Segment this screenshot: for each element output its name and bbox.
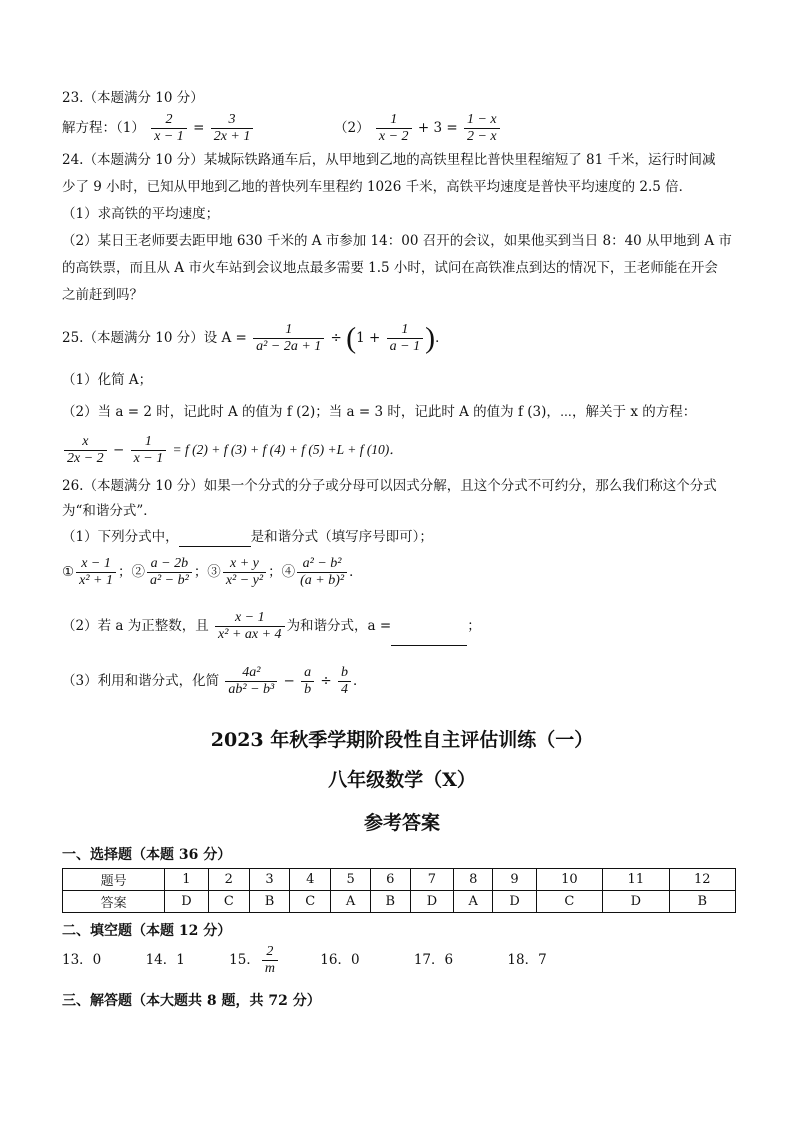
- table-cell: 9: [493, 869, 536, 891]
- q26-part3: （3）利用和谐分式，化简 $\frac{\text{4a²}}{\text{ab² − b³}}$ − $\frac{a}{b}$ ÷ $\frac{b}{4}$ ．: [62, 665, 367, 697]
- answer-table: [62, 868, 736, 913]
- q26-line1: 26.（本题满分 10 分）如果一个分式的分子或分母可以因式分解，且这个分式不可约分，那么我们称这个分式: [62, 478, 717, 494]
- q25-eq-frac1: $\frac{x}{2x - 2}$: [64, 434, 107, 467]
- fill-18: 18．7: [507, 952, 547, 968]
- q26-line2: 为“和谐分式”．: [62, 503, 157, 519]
- q23-frac-b: $\frac{3}{2x + 1}$: [211, 112, 254, 145]
- table-cell: C: [536, 891, 602, 913]
- q26-p1-tail: 是和谐分式（填写序号即可）；: [250, 529, 433, 545]
- q26-p1-lead: （1）下列分式中，: [62, 529, 179, 545]
- q24-line1: 24.（本题满分 10 分）某城际铁路通车后，从甲地到乙地的高铁里程比普快里程缩短了 81 千米，运行时间减: [62, 152, 716, 168]
- q23-part2: （2）: [333, 120, 370, 136]
- fill-13: 13．0: [62, 952, 102, 968]
- q26-opt2: $\frac{a - 2b}{\text{a² − b²}}$: [147, 556, 192, 589]
- table-cell: A: [331, 891, 370, 913]
- q26-opt4: $\frac{\text{a² − b²}}{\text{(a + b)²}}$: [297, 556, 347, 589]
- table-cell: D: [493, 891, 536, 913]
- table-cell: 11: [603, 869, 669, 891]
- q23-frac-a: $\frac{2}{x - 1}$: [151, 112, 187, 145]
- q25-part1: （1）化简 A；: [62, 372, 153, 388]
- fill-15: 15．: [229, 952, 260, 968]
- table-cell: 2: [208, 869, 249, 891]
- q23-header: 23.（本题满分 10 分）: [62, 90, 204, 106]
- q25-frac-main: $\frac{1}{\text{a² − 2a + 1}}$: [253, 322, 324, 355]
- q26-options: ① $\frac{x - 1}{\text{x² + 1}}$ ；② $\frac{a - 2b}{\text{a² − b²}}$ ；③ $\frac{x + y}{\text{x² − y²}}$ ；④ $\frac{\text{a² − b²}}{\text{(a + b)²}}$ ．: [62, 556, 363, 588]
- table-cell: 10: [536, 869, 602, 891]
- q25-part2: （2）当 a = 2 时，记此时 A 的值为 f (2)；当 a = 3 时，记此时 A 的值为 f (3)，⋯，解关于 x 的方程：: [62, 404, 697, 420]
- q24-line5: 的高铁票，而且从 A 市火车站到会议地点最多需要 1.5 小时，试问在高铁准点到达的情况下，王老师能在开会: [62, 260, 718, 276]
- fill-answers: [62, 942, 547, 978]
- table-cell: 5: [331, 869, 370, 891]
- fill-15-frac: $\frac{2}{m}$: [262, 944, 278, 977]
- q23-lead: 解方程：（1）: [62, 120, 145, 136]
- table-cell: 6: [370, 869, 410, 891]
- table-cell: A: [454, 891, 493, 913]
- fill-17: 17．6: [413, 952, 454, 968]
- q26-p2-lead: （2）若 a 为正整数，且: [62, 618, 209, 634]
- q26-p2-frac: $\frac{x - 1}{\text{x² + ax + 4}}$: [215, 610, 285, 643]
- q24-line6: 之前赶到吗？: [62, 287, 143, 303]
- table-cell: D: [165, 891, 208, 913]
- table-cell: B: [370, 891, 410, 913]
- answer-ref: 参考答案: [363, 812, 440, 834]
- fill-16: 16．0: [320, 952, 360, 968]
- q25-eq-frac2: $\frac{1}{x - 1}$: [131, 434, 167, 467]
- table-cell: B: [250, 891, 290, 913]
- q26-opt3: $\frac{x + y}{\text{x² − y²}}$: [223, 556, 266, 589]
- q25-frac-inner: $\frac{1}{a - 1}$: [387, 322, 423, 355]
- q26-opt1: $\frac{x - 1}{\text{x² + 1}}$: [76, 556, 116, 589]
- q23-frac-d: $\frac{1 - x}{2 - x}$: [464, 112, 500, 145]
- table-cell: 3: [250, 869, 290, 891]
- q25-header: 25.（本题满分 10 分）设 A = $\frac{1}{\text{a² − 2a + 1}}$ ÷ (1 + $\frac{1}{a - 1}$ )．: [62, 321, 449, 355]
- q25-head-text: 25.（本题满分 10 分）设 A =: [62, 330, 247, 346]
- table-cell: C: [290, 891, 331, 913]
- table-cell: C: [208, 891, 249, 913]
- table-cell: 12: [669, 869, 735, 891]
- q26-p3-frac2: $\frac{a}{b}$: [301, 665, 314, 698]
- table-cell: D: [603, 891, 669, 913]
- q26-part2: （2）若 a 为正整数，且 $\frac{x - 1}{\text{x² + ax + 4}}$ 为和谐分式，a = ；: [62, 606, 481, 646]
- section-fill: 二、填空题（本题 12 分）: [62, 923, 232, 939]
- table-row: [63, 891, 736, 913]
- q25-eq-rhs: = f (2) + f (3) + f (4) + f (5) +L + f (10)．: [172, 442, 403, 457]
- q26-p3-frac1: $\frac{\text{4a²}}{\text{ab² − b³}}$: [225, 665, 277, 698]
- fill-14: 14．1: [145, 952, 185, 968]
- row-label: 题号: [63, 869, 165, 891]
- row-label: 答案: [63, 891, 165, 913]
- table-cell: B: [669, 891, 735, 913]
- q26-p2-tail: 为和谐分式，a =: [286, 618, 392, 634]
- table-cell: 8: [454, 869, 493, 891]
- q26-blank1[interactable]: [179, 546, 251, 547]
- q26-part1: [62, 527, 433, 547]
- section-choice: 一、选择题（本题 36 分）: [62, 847, 232, 863]
- q23-equations: 解方程：（1） $\frac{2}{x - 1}$ = $\frac{3}{2x + 1}$ （2） $\frac{1}{x - 2}$ + 3 = $\frac{1 - x}{2 - x}$: [62, 112, 502, 145]
- q24-part2: （2）某日王老师要去距甲地 630 千米的 A 市参加 14：00 召开的会议，如果他买到当日 8：40 从甲地到 A 市: [62, 233, 732, 249]
- q24-line2: 少了 9 小时，已知从甲地到乙地的普快列车里程约 1026 千米，高铁平均速度是普快平均速度的 2.5 倍．: [62, 179, 693, 195]
- q25-equation: $\frac{x}{2x - 2}$ − $\frac{1}{x - 1}$ = f (2) + f (3) + f (4) + f (5) +L + f (10)．: [62, 432, 403, 468]
- table-cell: 4: [290, 869, 331, 891]
- q26-p3-frac3: $\frac{b}{4}$: [338, 665, 351, 698]
- q23-frac-c: $\frac{1}{x - 2}$: [376, 112, 412, 145]
- answer-title: 2023 年秋季学期阶段性自主评估训练（一）: [210, 729, 594, 751]
- section-solve: 三、解答题（本大题共 8 题，共 72 分）: [62, 993, 321, 1009]
- q26-p3-lead: （3）利用和谐分式，化简: [62, 673, 220, 689]
- table-cell: D: [410, 891, 453, 913]
- table-cell: 1: [165, 869, 208, 891]
- table-cell: 7: [410, 869, 453, 891]
- q24-part1: （1）求高铁的平均速度；: [62, 206, 220, 222]
- table-row: [63, 869, 736, 891]
- q26-blank2[interactable]: [391, 645, 467, 646]
- answer-subtitle: 八年级数学（X）: [328, 769, 476, 791]
